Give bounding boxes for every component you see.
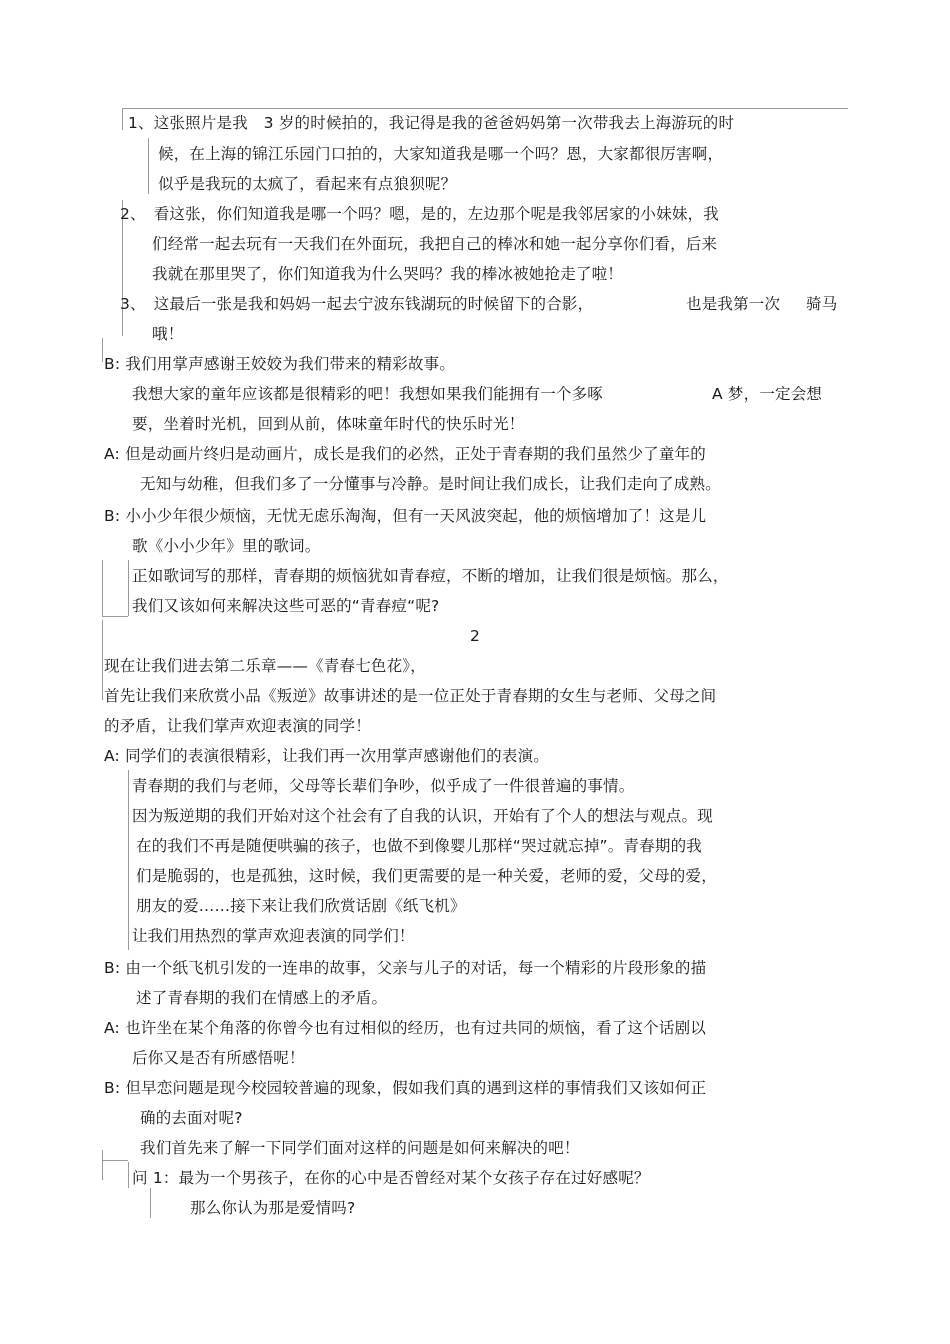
text-line: 青春期的我们与老师，父母等长辈们争吵，似乎成了一件很普遍的事情。 [132,777,635,795]
text-line: 后你又是否有所感悟呢！ [132,1049,305,1067]
text-line: B: 小小少年很少烦恼，无忧无虑乐淘淘，但有一天风波突起，他的烦恼增加了！这是儿 [104,507,707,525]
page-number: 2 [470,627,481,645]
rule-left-8 [128,770,129,950]
rule-left-4 [102,338,103,362]
text-line: 问 1：最为一个男孩子，在你的心中是否曾经对某个女孩子存在过好感呢？ [132,1169,650,1187]
text-line: B: 由一个纸飞机引发的一连串的故事，父亲与儿子的对话，每一个精彩的片段形象的描 [104,959,707,977]
text-line: 们是脆弱的，也是孤独，这时候，我们更需要的是一种关爱，老师的爱，父母的爱， [136,867,717,885]
text-line: 1、这张照片是我 3 岁的时候拍的，我记得是我的爸爸妈妈第一次带我去上海游玩的时 [128,114,735,132]
text-line: 似乎是我玩的太疯了，看起来有点狼狈呢？ [158,175,457,193]
text-line: 的矛盾，让我们掌声欢迎表演的同学！ [104,717,371,735]
text-line: 确的去面对呢? [140,1109,243,1127]
text-line: 正如歌词写的那样，青春期的烦恼犹如青春痘，不断的增加，让我们很是烦恼。那么， [132,567,729,585]
text-line: A: 但是动画片终归是动画片，成长是我们的必然，正处于青春期的我们虽然少了童年的 [104,445,706,463]
text-line: 3、 这最后一张是我和妈妈一起去宁波东钱湖玩的时候留下的合影， [120,295,594,313]
rule-left-7 [102,620,103,700]
text-line: A: 也许坐在某个角落的你曾今也有过相似的经历，也有过共同的烦恼，看了这个话剧以 [104,1019,706,1037]
rule-left-10 [128,1162,129,1188]
rule-left-11 [150,1188,151,1218]
rule-left-2 [148,138,149,194]
text-line: 们经常一起去玩有一天我们在外面玩，我把自己的棒冰和她一起分享你们看，后来 [152,235,718,253]
text-line: 首先让我们来欣赏小品《叛逆》故事讲述的是一位正处于青春期的女生与老师、父母之间 [104,687,717,705]
rule-left-1 [122,108,123,130]
text-line: 哦！ [152,325,184,343]
text-line: 我就在那里哭了，你们知道我为什么哭吗？我的棒冰被她抢走了啦！ [152,265,624,283]
section-heading: 现在让我们进去第二乐章——《青春七色花》， [104,657,426,675]
text-line: 述了青春期的我们在情感上的矛盾。 [136,989,388,1007]
rule-top [122,108,848,109]
rule-h-1 [102,616,128,617]
text-line: A: 同学们的表演很精彩，让我们再一次用掌声感谢他们的表演。 [104,747,549,765]
text-line: 2、 看这张，你们知道我是哪一个吗？嗯，是的，左边那个呢是我邻居家的小妹妹，我 [120,205,719,223]
text-line: 也是我第一次 [686,295,781,313]
text-line: 在的我们不再是随便哄骗的孩子，也做不到像婴儿那样“哭过就忘掉”。青春期的我 [136,837,702,855]
text-line: 我们首先来了解一下同学们面对这样的问题是如何来解决的吧！ [140,1139,580,1157]
text-line: B: 我们用掌声感谢王姣姣为我们带来的精彩故事。 [104,355,456,373]
text-line: 歌《小小少年》里的歌词。 [132,537,321,555]
rule-h-2 [102,1160,128,1161]
text-line: 让我们用热烈的掌声欢迎表演的同学们！ [132,927,415,945]
rule-left-6 [128,560,129,616]
text-line: A 梦，一定会想 [712,385,823,403]
text-line: 我想大家的童年应该都是很精彩的吧！我想如果我们能拥有一个多啄 [132,385,604,403]
text-line: 朋友的爱……接下来让我们欣赏话剧《纸飞机》 [136,897,466,915]
text-line: 那么你认为那是爱情吗? [190,1199,356,1217]
text-line: 候，在上海的锦江乐园门口拍的，大家知道我是哪一个吗？恩，大家都很厉害啊， [158,145,724,163]
rule-left-9 [102,1150,103,1180]
text-line: 无知与幼稚，但我们多了一分懂事与冷静。是时间让我们成长，让我们走向了成熟。 [140,475,721,493]
text-line: 我们又该如何来解决这些可恶的“青春痘“呢? [132,597,440,615]
text-line: 要，坐着时光机，回到从前，体味童年时代的快乐时光！ [132,415,525,433]
rule-left-5 [102,560,103,616]
text-line: B: 但早恋问题是现今校园较普遍的现象，假如我们真的遇到这样的事情我们又该如何正 [104,1079,707,1097]
text-line: 因为叛逆期的我们开始对这个社会有了自我的认识，开始有了个人的想法与观点。现 [132,807,713,825]
text-line: 骑马 [806,295,838,313]
